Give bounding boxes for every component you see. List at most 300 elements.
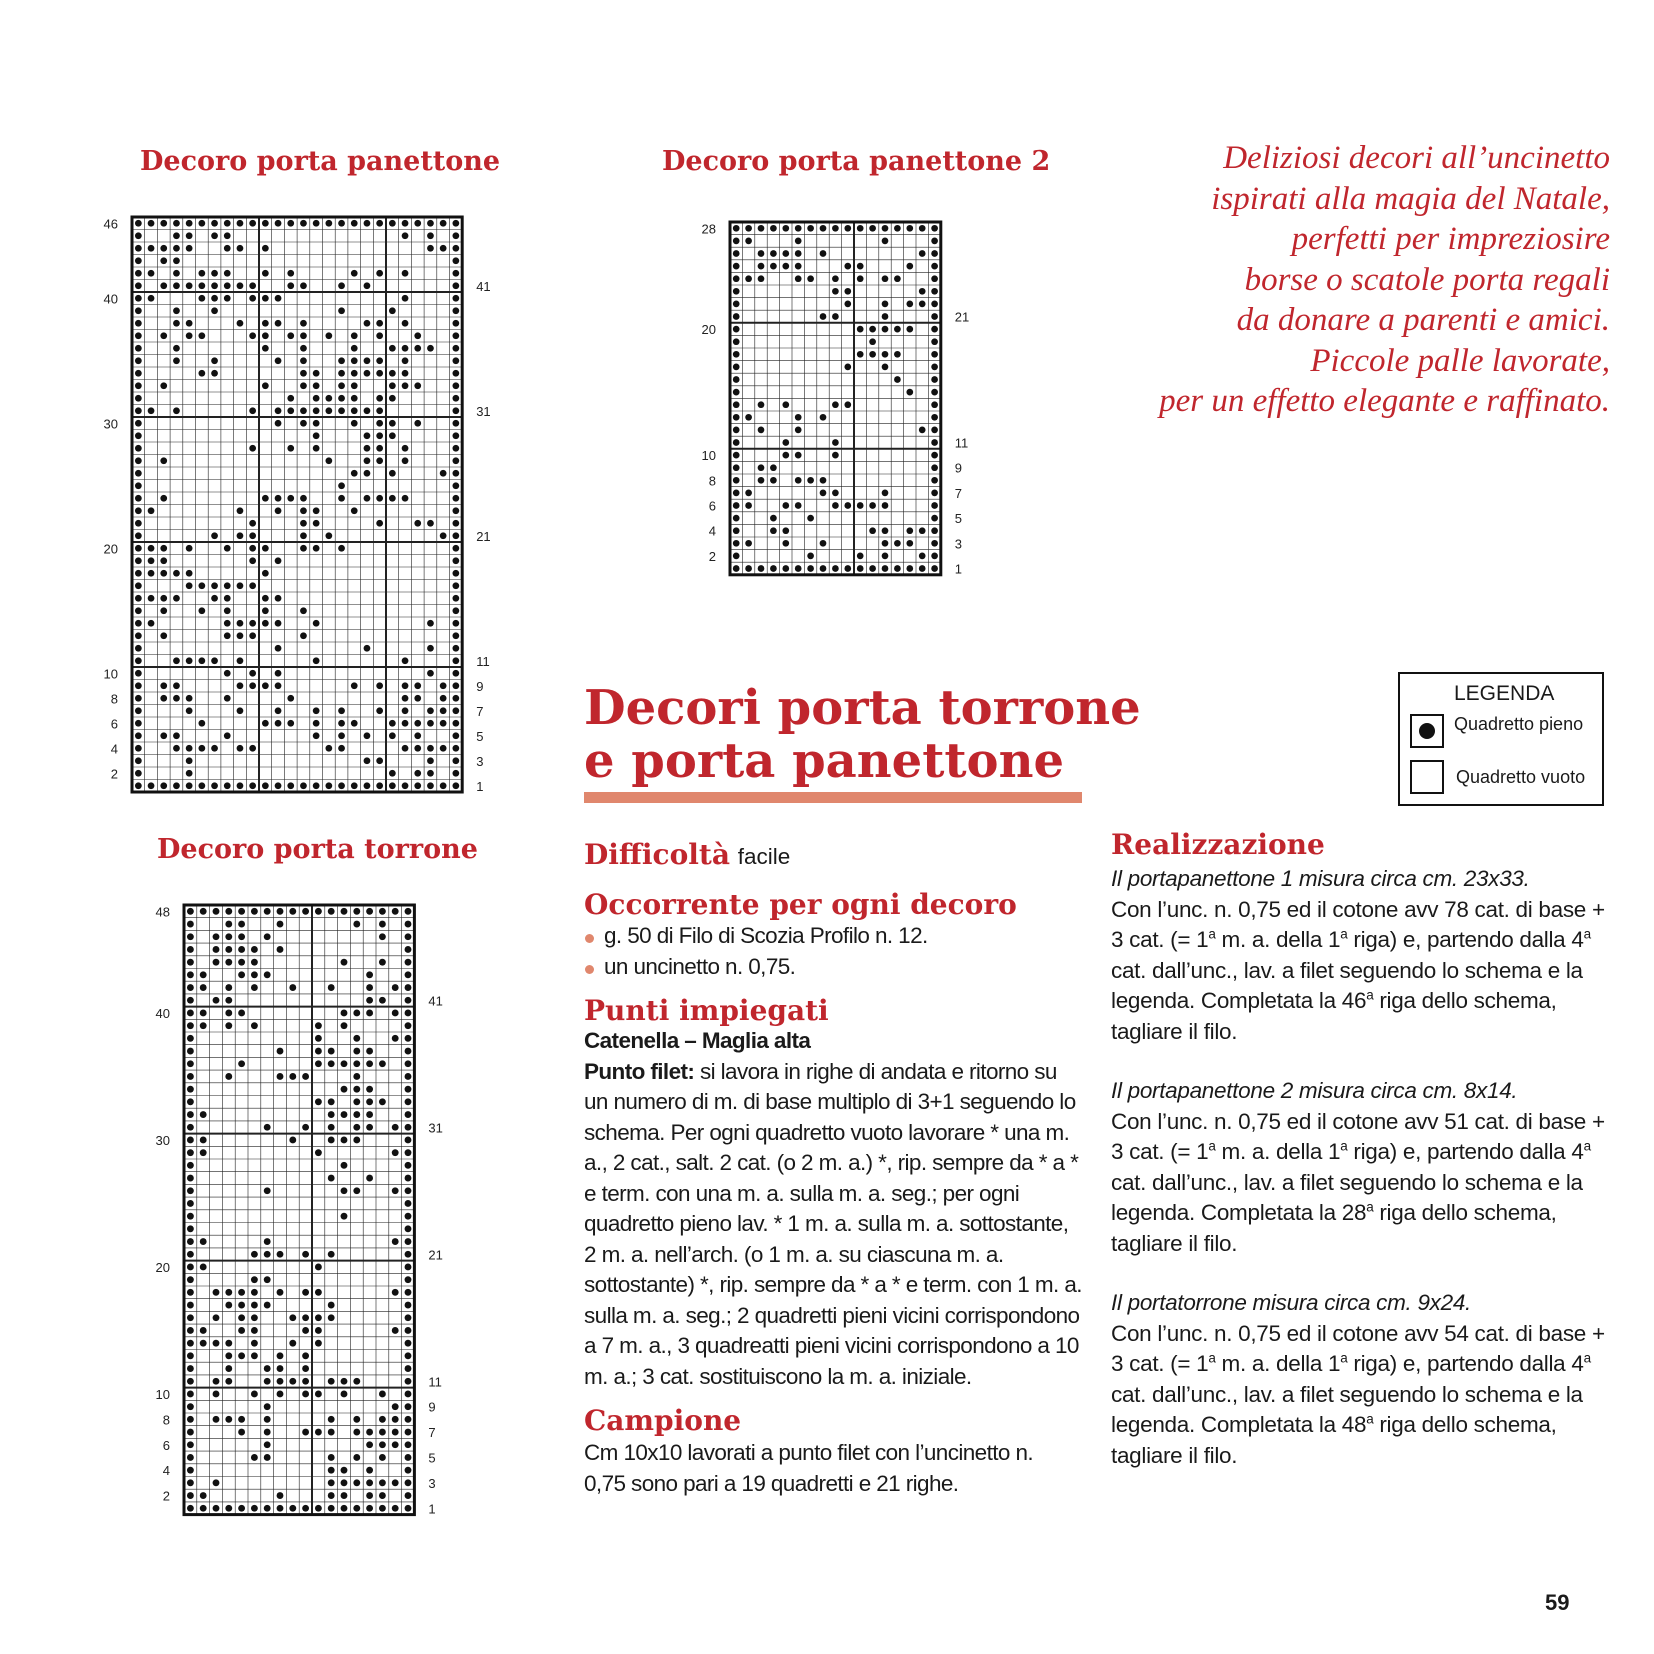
filled-square-dot: [225, 1302, 232, 1309]
filled-square-dot: [366, 1492, 373, 1499]
filled-square-dot: [452, 395, 459, 402]
filled-square-dot: [315, 1264, 322, 1271]
filled-square-dot: [427, 220, 434, 227]
filled-square-dot: [173, 732, 180, 739]
filled-square-dot: [262, 570, 269, 577]
filled-square-dot: [379, 1429, 386, 1436]
filled-square-dot: [300, 345, 307, 352]
filled-square-dot: [389, 495, 396, 502]
filled-square-dot: [148, 407, 155, 414]
filled-square-dot: [173, 345, 180, 352]
filled-square-dot: [160, 245, 167, 252]
filled-square-dot: [351, 682, 358, 689]
row-label-right: 41: [476, 278, 491, 294]
filled-square-dot: [277, 1289, 284, 1296]
filled-square-dot: [135, 570, 142, 577]
filled-square-dot: [200, 1340, 207, 1347]
filled-square-dot: [733, 288, 740, 295]
filled-square-dot: [392, 1289, 399, 1296]
filled-square-dot: [251, 1327, 258, 1334]
filled-square-dot: [341, 1479, 348, 1486]
row-label-left: 10: [155, 1386, 170, 1402]
filled-square-dot: [366, 1479, 373, 1486]
realization-block-1: [1111, 864, 1611, 1047]
filled-square-dot: [452, 295, 459, 302]
filled-square-dot: [452, 745, 459, 752]
filled-square-dot: [795, 414, 802, 421]
filled-square-dot: [186, 745, 193, 752]
filled-square-dot: [313, 782, 320, 789]
filled-square-dot: [277, 1251, 284, 1258]
filled-square-dot: [328, 1479, 335, 1486]
filled-square-dot: [187, 1340, 194, 1347]
filled-square-dot: [379, 1492, 386, 1499]
filled-square-dot: [758, 427, 765, 434]
filled-square-dot: [135, 682, 142, 689]
filled-square-dot: [405, 1352, 412, 1359]
filled-square-dot: [341, 1111, 348, 1118]
filled-square-dot: [414, 745, 421, 752]
filled-square-dot: [906, 527, 913, 534]
row-label-right: 31: [476, 403, 491, 419]
filled-square-dot: [820, 477, 827, 484]
filled-square-dot: [211, 270, 218, 277]
filled-square-dot: [931, 351, 938, 358]
filled-square-dot: [452, 770, 459, 777]
filled-square-dot: [277, 1352, 284, 1359]
filled-square-dot: [173, 682, 180, 689]
filled-square-dot: [733, 527, 740, 534]
filled-square-dot: [782, 439, 789, 446]
filled-square-dot: [844, 225, 851, 232]
filled-square-dot: [238, 1302, 245, 1309]
filled-square-dot: [275, 320, 282, 327]
filled-square-dot: [452, 370, 459, 377]
filled-square-dot: [198, 582, 205, 589]
chart3-title: Decoro porta torrone: [157, 834, 478, 865]
filled-square-dot: [275, 557, 282, 564]
filled-square-dot: [198, 720, 205, 727]
filled-square-dot: [277, 1505, 284, 1512]
filled-square-dot: [745, 490, 752, 497]
filled-square-dot: [376, 445, 383, 452]
realization-heading: Realizzazione: [1111, 828, 1325, 861]
filled-square-dot: [213, 1391, 220, 1398]
filled-square-dot: [402, 782, 409, 789]
filled-square-dot: [405, 1429, 412, 1436]
filled-square-dot: [364, 782, 371, 789]
filled-square-dot: [338, 307, 345, 314]
filled-square-dot: [919, 527, 926, 534]
filled-square-dot: [328, 1111, 335, 1118]
filled-square-dot: [237, 282, 244, 289]
filled-square-dot: [275, 295, 282, 302]
filled-square-dot: [364, 732, 371, 739]
realization-paragraph: Con l’unc. n. 0,75 ed il cotone avv 51 cat. di base + 3 cat. (= $1^a$ m. a. della 1$^a$ riga) e, partendo dalla 4$^a$ cat. dall’unc., lav. a filet seguendo lo schema e la legenda. Completata la 28$^a$ riga dello schema, tagliare il filo.: [1111, 1108, 1605, 1256]
filled-square-dot: [251, 1251, 258, 1258]
row-label-left: 10: [701, 448, 716, 464]
filled-square-dot: [302, 908, 309, 915]
filled-square-dot: [389, 420, 396, 427]
filled-square-dot: [300, 632, 307, 639]
filled-square-dot: [328, 1378, 335, 1385]
filled-square-dot: [353, 1416, 360, 1423]
filled-square-dot: [440, 682, 447, 689]
filled-square-dot: [302, 1352, 309, 1359]
filled-square-dot: [832, 275, 839, 282]
filled-square-dot: [402, 695, 409, 702]
filled-square-dot: [287, 282, 294, 289]
filled-square-dot: [238, 921, 245, 928]
filled-square-dot: [389, 220, 396, 227]
filled-square-dot: [402, 682, 409, 689]
filled-square-dot: [262, 382, 269, 389]
filled-square-dot: [733, 250, 740, 257]
filled-square-dot: [376, 520, 383, 527]
filled-square-dot: [379, 1505, 386, 1512]
filled-square-dot: [211, 232, 218, 239]
legend-filled-label: Quadretto pieno: [1454, 714, 1584, 734]
filled-square-dot: [745, 502, 752, 509]
filled-square-dot: [160, 220, 167, 227]
filled-square-dot: [931, 263, 938, 270]
row-label-left: 2: [110, 766, 118, 782]
title-underline: [584, 792, 1082, 803]
filled-square-dot: [869, 338, 876, 345]
filled-square-dot: [745, 565, 752, 572]
filled-square-dot: [782, 401, 789, 408]
filled-square-dot: [315, 1327, 322, 1334]
filled-square-dot: [379, 1098, 386, 1105]
filled-square-dot: [187, 1137, 194, 1144]
filled-square-dot: [173, 695, 180, 702]
filled-square-dot: [832, 452, 839, 459]
filled-square-dot: [237, 682, 244, 689]
filled-square-dot: [392, 1441, 399, 1448]
filled-square-dot: [452, 220, 459, 227]
filled-square-dot: [313, 732, 320, 739]
filled-square-dot: [414, 382, 421, 389]
filled-square-dot: [200, 1505, 207, 1512]
filled-square-dot: [379, 908, 386, 915]
filled-square-dot: [882, 364, 889, 371]
filled-square-dot: [351, 382, 358, 389]
filled-square-dot: [364, 282, 371, 289]
filled-square-dot: [315, 1289, 322, 1296]
filled-square-dot: [402, 745, 409, 752]
filled-square-dot: [315, 1035, 322, 1042]
filled-square-dot: [315, 1429, 322, 1436]
row-label-right: 9: [476, 678, 484, 694]
filled-square-dot: [795, 275, 802, 282]
filled-square-dot: [186, 657, 193, 664]
filled-square-dot: [186, 695, 193, 702]
filled-square-dot: [224, 270, 231, 277]
filled-square-dot: [328, 1492, 335, 1499]
filled-square-dot: [452, 607, 459, 614]
filled-square-dot: [931, 553, 938, 560]
filled-square-dot: [187, 1416, 194, 1423]
filled-square-dot: [405, 1276, 412, 1283]
filled-square-dot: [844, 263, 851, 270]
filled-square-dot: [302, 1073, 309, 1080]
filled-square-dot: [135, 432, 142, 439]
filled-square-dot: [440, 707, 447, 714]
filled-square-dot: [287, 395, 294, 402]
filled-square-dot: [364, 645, 371, 652]
filled-square-dot: [148, 270, 155, 277]
filled-square-dot: [264, 1505, 271, 1512]
filled-square-dot: [364, 757, 371, 764]
row-label-left: 4: [110, 741, 118, 757]
filled-square-dot: [275, 682, 282, 689]
filled-square-dot: [225, 1010, 232, 1017]
filled-square-dot: [392, 1187, 399, 1194]
filled-square-dot: [353, 1035, 360, 1042]
filled-square-dot: [300, 320, 307, 327]
filled-square-dot: [315, 1022, 322, 1029]
filled-square-dot: [198, 657, 205, 664]
filled-square-dot: [302, 1365, 309, 1372]
filled-square-dot: [353, 1010, 360, 1017]
filled-square-dot: [795, 452, 802, 459]
filled-square-dot: [366, 1429, 373, 1436]
filled-square-dot: [452, 570, 459, 577]
intro-line: per un effetto elegante e raffinato.: [1159, 383, 1610, 419]
filled-square-dot: [186, 220, 193, 227]
filled-square-dot: [187, 1048, 194, 1055]
filled-square-dot: [364, 470, 371, 477]
filled-square-dot: [452, 457, 459, 464]
filled-square-dot: [300, 357, 307, 364]
filled-square-dot: [238, 1289, 245, 1296]
filled-square-dot: [733, 452, 740, 459]
filled-square-dot: [405, 971, 412, 978]
filled-square-dot: [844, 502, 851, 509]
filled-square-dot: [338, 395, 345, 402]
intro-line: perfetti per impreziosire: [1291, 221, 1610, 257]
filled-square-dot: [402, 720, 409, 727]
filled-square-dot: [857, 326, 864, 333]
filet-label: Punto filet:: [584, 1058, 695, 1084]
filled-square-dot: [277, 921, 284, 928]
filled-square-dot: [302, 1251, 309, 1258]
filled-square-dot: [187, 1479, 194, 1486]
filled-square-dot: [225, 1416, 232, 1423]
filled-square-dot: [264, 1187, 271, 1194]
filled-square-dot: [148, 570, 155, 577]
filled-square-dot: [366, 997, 373, 1004]
filled-square-dot: [931, 326, 938, 333]
row-label-right: 21: [428, 1247, 443, 1263]
filled-square-dot: [452, 307, 459, 314]
filled-square-dot: [857, 351, 864, 358]
row-label-left: 8: [110, 691, 118, 707]
filled-square-dot: [135, 732, 142, 739]
filled-square-dot: [313, 520, 320, 527]
filled-square-dot: [402, 382, 409, 389]
page-title: [584, 682, 1141, 788]
filled-square-dot: [452, 557, 459, 564]
filled-square-dot: [200, 1149, 207, 1156]
filled-square-dot: [275, 220, 282, 227]
filled-square-dot: [931, 540, 938, 547]
filled-square-dot: [807, 477, 814, 484]
filled-square-dot: [198, 295, 205, 302]
filled-square-dot: [820, 313, 827, 320]
filled-square-dot: [313, 432, 320, 439]
filled-square-dot: [148, 782, 155, 789]
filled-square-dot: [919, 250, 926, 257]
filled-square-dot: [414, 332, 421, 339]
filled-square-dot: [389, 382, 396, 389]
filled-square-dot: [364, 432, 371, 439]
filled-square-dot: [135, 445, 142, 452]
filled-square-dot: [213, 946, 220, 953]
filled-square-dot: [931, 502, 938, 509]
filled-square-dot: [402, 657, 409, 664]
filled-square-dot: [733, 238, 740, 245]
row-label-right: 3: [428, 1475, 436, 1491]
filled-square-dot: [338, 720, 345, 727]
filled-square-dot: [187, 1505, 194, 1512]
filled-square-dot: [392, 1403, 399, 1410]
filled-square-dot: [366, 1048, 373, 1055]
filled-square-dot: [405, 1060, 412, 1067]
filled-square-dot: [328, 1302, 335, 1309]
filled-square-dot: [931, 338, 938, 345]
filled-square-dot: [249, 220, 256, 227]
filled-square-dot: [302, 1314, 309, 1321]
filled-square-dot: [807, 275, 814, 282]
empty-square-icon: [1410, 760, 1444, 794]
filled-square-dot: [135, 232, 142, 239]
filled-square-dot: [770, 464, 777, 471]
filled-square-dot: [187, 1403, 194, 1410]
filled-square-dot: [405, 1187, 412, 1194]
filled-square-dot: [148, 220, 155, 227]
filled-square-dot: [224, 282, 231, 289]
filled-square-dot: [213, 1378, 220, 1385]
stitches-text: [584, 1026, 1082, 1392]
filled-square-dot: [392, 1035, 399, 1042]
filled-square-dot: [249, 557, 256, 564]
filled-square-dot: [782, 225, 789, 232]
filled-square-dot: [832, 490, 839, 497]
filled-square-dot: [225, 1022, 232, 1029]
row-label-left: 6: [708, 498, 716, 514]
filled-square-dot: [275, 645, 282, 652]
filled-square-dot: [402, 370, 409, 377]
filled-square-dot: [758, 275, 765, 282]
filled-square-dot: [820, 225, 827, 232]
filled-square-dot: [160, 595, 167, 602]
filled-square-dot: [313, 407, 320, 414]
filled-square-dot: [807, 565, 814, 572]
intro-line: da donare a parenti e amici.: [1236, 302, 1610, 338]
legend-title: LEGENDA: [1454, 682, 1555, 705]
filled-square-dot: [251, 1302, 258, 1309]
filled-square-dot: [302, 1505, 309, 1512]
filled-square-dot: [440, 220, 447, 227]
filled-square-dot: [249, 295, 256, 302]
filled-square-dot: [315, 1340, 322, 1347]
row-label-left: 20: [701, 322, 716, 338]
row-label-left: 20: [155, 1259, 170, 1275]
filled-square-dot: [262, 270, 269, 277]
filled-square-dot: [366, 1060, 373, 1067]
filled-square-dot: [135, 507, 142, 514]
filled-square-dot: [894, 225, 901, 232]
filled-square-dot: [251, 1022, 258, 1029]
filled-square-dot: [427, 232, 434, 239]
filled-square-dot: [237, 582, 244, 589]
filled-square-dot: [249, 332, 256, 339]
row-label-right: 5: [476, 728, 484, 744]
filled-square-dot: [376, 682, 383, 689]
filled-square-dot: [452, 482, 459, 489]
filled-square-dot: [389, 770, 396, 777]
filled-square-dot: [364, 370, 371, 377]
filled-square-dot: [187, 1429, 194, 1436]
filled-square-dot: [264, 1238, 271, 1245]
filled-square-dot: [405, 1162, 412, 1169]
filled-square-dot: [187, 1467, 194, 1474]
filled-square-dot: [251, 1289, 258, 1296]
filled-square-dot: [919, 553, 926, 560]
size-note: Il portapanettone 2 misura circa cm. 8x14.: [1111, 1078, 1518, 1103]
filled-square-dot: [931, 313, 938, 320]
filled-square-dot: [135, 595, 142, 602]
filled-square-dot: [338, 282, 345, 289]
filled-square-dot: [313, 220, 320, 227]
filled-square-dot: [225, 997, 232, 1004]
filled-square-dot: [758, 464, 765, 471]
filled-square-dot: [427, 707, 434, 714]
filled-square-dot: [213, 908, 220, 915]
row-label-right: 7: [954, 485, 963, 501]
filled-square-dot: [733, 502, 740, 509]
filled-square-dot: [758, 477, 765, 484]
filled-square-dot: [405, 1505, 412, 1512]
materials-heading: Occorrente per ogni decoro: [584, 888, 1017, 921]
filled-square-dot: [187, 1441, 194, 1448]
filled-square-dot: [733, 364, 740, 371]
chart-decoro-porta-torrone: [150, 893, 460, 1523]
filled-square-dot: [894, 351, 901, 358]
filled-square-dot: [733, 389, 740, 396]
intro-line: Deliziosi decori all’uncinetto: [1223, 140, 1610, 176]
filled-square-dot: [264, 1276, 271, 1283]
filled-square-dot: [325, 332, 332, 339]
filled-square-dot: [405, 1238, 412, 1245]
filled-square-dot: [392, 1505, 399, 1512]
filled-square-dot: [200, 1137, 207, 1144]
filled-square-dot: [353, 1073, 360, 1080]
filled-square-dot: [351, 782, 358, 789]
filled-square-dot: [745, 540, 752, 547]
filled-square-dot: [733, 553, 740, 560]
filled-square-dot: [224, 545, 231, 552]
filled-square-dot: [353, 1454, 360, 1461]
filled-square-dot: [328, 1314, 335, 1321]
filled-square-dot: [313, 370, 320, 377]
filled-square-dot: [869, 225, 876, 232]
filled-square-dot: [405, 933, 412, 940]
filled-square-dot: [414, 682, 421, 689]
filled-square-dot: [733, 313, 740, 320]
filled-square-dot: [173, 595, 180, 602]
